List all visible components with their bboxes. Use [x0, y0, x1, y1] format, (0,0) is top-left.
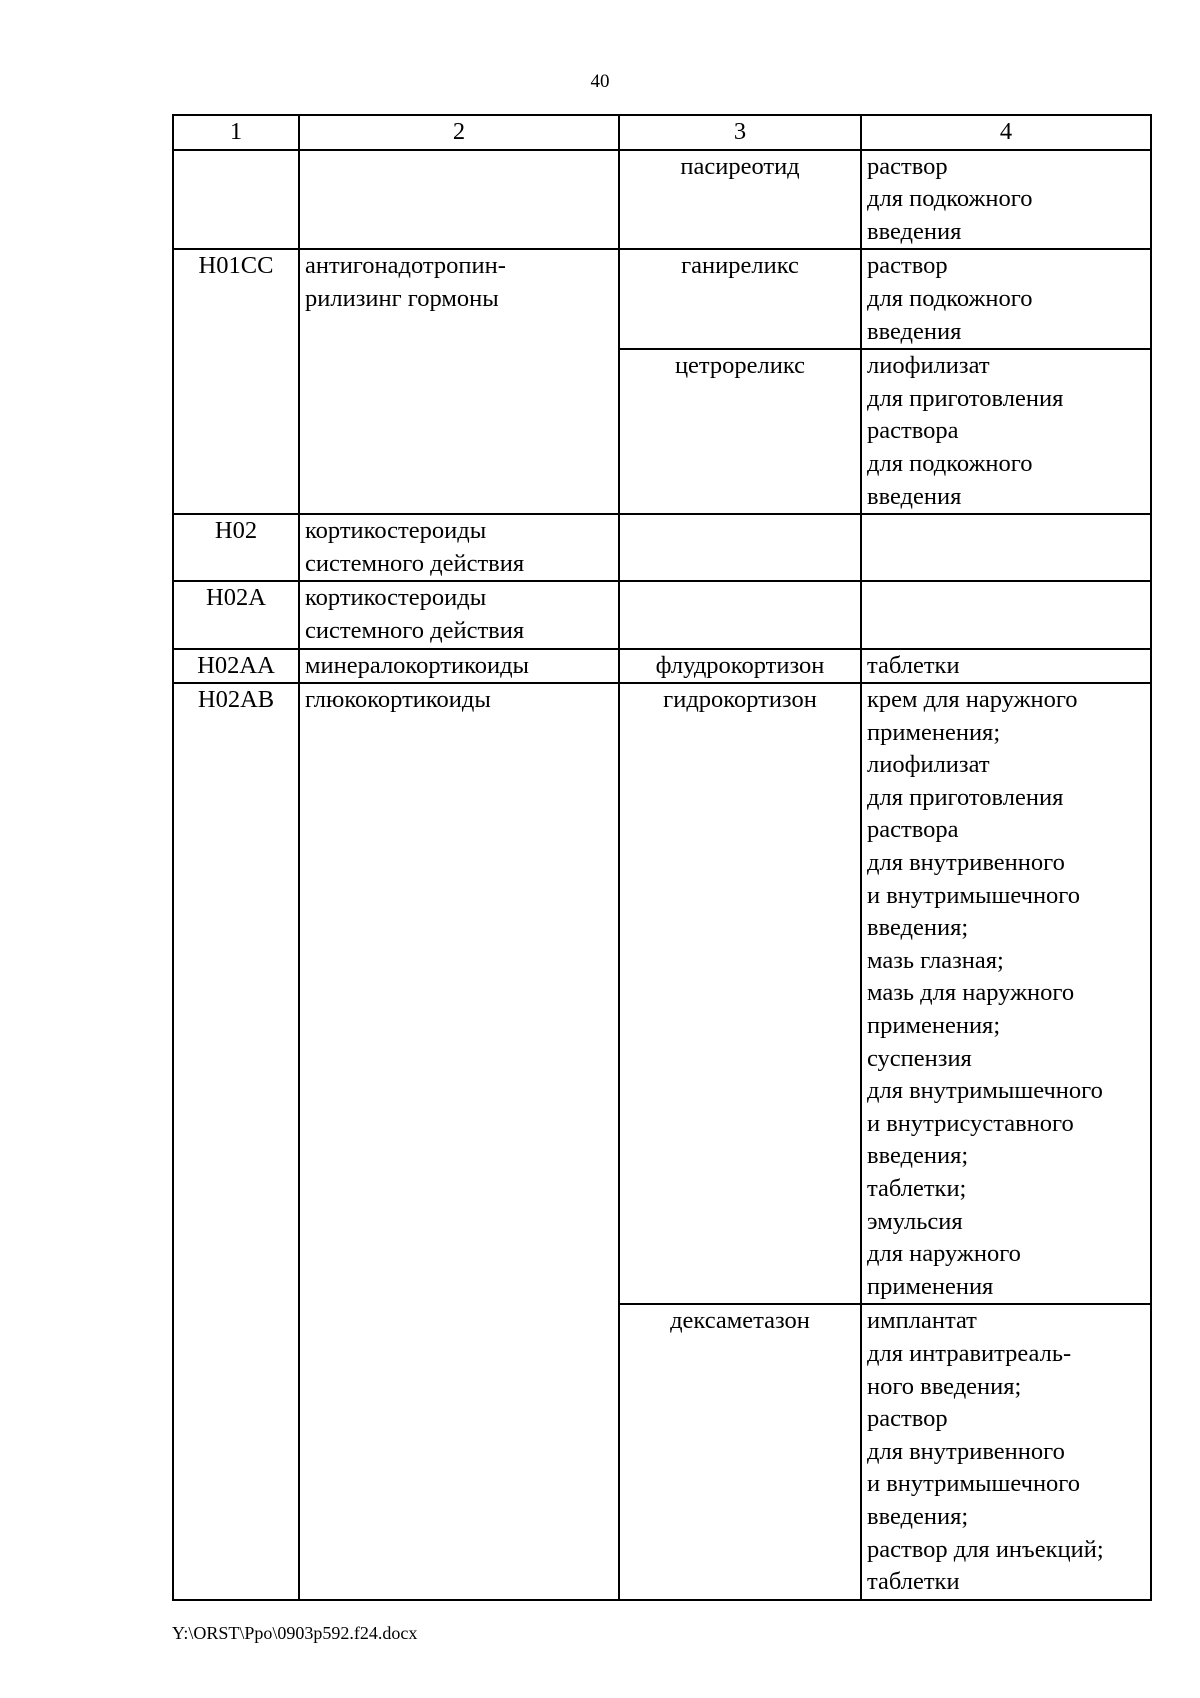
drug-name-cell: пасиреотид — [619, 150, 861, 250]
header-row — [173, 115, 1151, 150]
drug-name-cell: ганиреликс — [619, 249, 861, 349]
drug-name-cell: флудрокортизон — [619, 649, 861, 684]
header-col-3: 3 — [619, 115, 861, 150]
drug-table — [172, 114, 1152, 1601]
group-name-cell: глюкокортикоиды — [299, 683, 619, 1600]
drug-name-cell — [619, 514, 861, 581]
dosage-form-cell: таблетки — [861, 649, 1151, 684]
atc-code-cell: H02 — [173, 514, 299, 581]
drug-name-cell: гидрокортизон — [619, 683, 861, 1304]
dosage-form-cell — [861, 514, 1151, 581]
group-name-cell: антигонадотропин- рилизинг гормоны — [299, 249, 619, 514]
dosage-form-cell: имплантат для интравитреаль- ного введения; раствор для внутривенного и внутримышечного введения; раствор для инъекций; таблетки — [861, 1304, 1151, 1599]
atc-code-cell: H01CC — [173, 249, 299, 514]
table-row — [173, 649, 1151, 684]
group-name-cell: кортикостероиды системного действия — [299, 581, 619, 648]
dosage-form-cell: раствор для подкожного введения — [861, 150, 1151, 250]
header-col-1: 1 — [173, 115, 299, 150]
dosage-form-cell: крем для наружного применения; лиофилизат для приготовления раствора для внутривенного и внутримышечного введения; мазь глазная; мазь для наружного применения; суспензия для внутримышечного и внутрисуставного введения; таблетки; эмульсия для наружного применения — [861, 683, 1151, 1304]
group-name-cell: минералокортикоиды — [299, 649, 619, 684]
table-header — [173, 115, 1151, 150]
header-col-2: 2 — [299, 115, 619, 150]
drug-name-cell: цетрореликс — [619, 349, 861, 514]
group-name-cell — [299, 150, 619, 250]
table-row — [173, 581, 1151, 648]
table-row — [173, 514, 1151, 581]
dosage-form-cell — [861, 581, 1151, 648]
atc-code-cell: H02AB — [173, 683, 299, 1600]
table-row — [173, 150, 1151, 250]
atc-code-cell — [173, 150, 299, 250]
drug-name-cell: дексаметазон — [619, 1304, 861, 1599]
footer-file-path: Y:\ORST\Ppo\0903p592.f24.docx — [172, 1623, 418, 1643]
group-name-cell: кортикостероиды системного действия — [299, 514, 619, 581]
dosage-form-cell: лиофилизат для приготовления раствора для подкожного введения — [861, 349, 1151, 514]
table-row — [173, 683, 1151, 1304]
page-number: 40 — [590, 71, 610, 92]
atc-code-cell: H02AA — [173, 649, 299, 684]
drug-name-cell — [619, 581, 861, 648]
table-body — [173, 150, 1151, 1600]
atc-code-cell: H02A — [173, 581, 299, 648]
header-col-4: 4 — [861, 115, 1151, 150]
table-row — [173, 249, 1151, 349]
dosage-form-cell: раствор для подкожного введения — [861, 249, 1151, 349]
